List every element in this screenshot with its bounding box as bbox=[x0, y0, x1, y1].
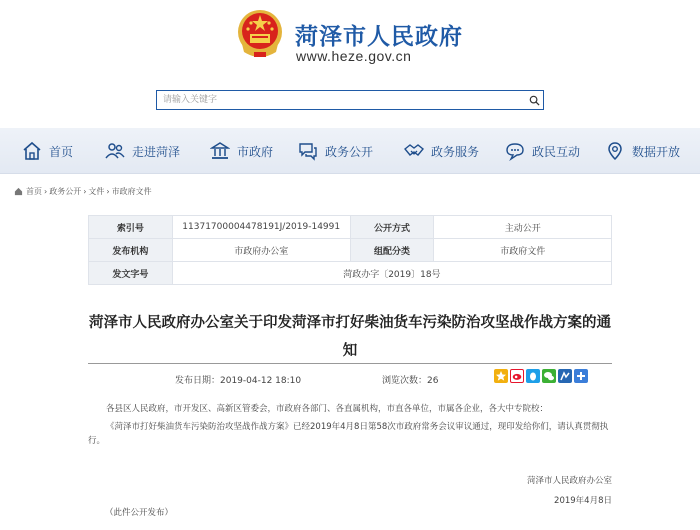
home-icon bbox=[14, 187, 23, 196]
meta-value: 市政府办公室 bbox=[172, 239, 350, 262]
breadcrumb-separator: › bbox=[44, 187, 48, 196]
renren-icon[interactable] bbox=[558, 369, 572, 383]
qq-penguin-icon bbox=[526, 369, 540, 383]
nav-item-home[interactable] bbox=[22, 140, 73, 162]
people-icon bbox=[105, 141, 125, 161]
table-row bbox=[89, 262, 612, 285]
nav-item-about[interactable] bbox=[105, 140, 180, 162]
nav-label: 市政府 bbox=[237, 144, 274, 159]
speech-bubble-icon bbox=[505, 141, 525, 161]
qzone-star-icon[interactable] bbox=[494, 369, 508, 383]
meta-value: 主动公开 bbox=[434, 216, 612, 239]
article-paragraph: 《菏泽市打好柴油货车污染防治攻坚战作战方案》已经2019年4月8日第58次市政府常务会议审议通过，现印发给你们，请认真贯彻执行。 bbox=[88, 422, 609, 446]
signature-org: 菏泽市人民政府办公室 bbox=[526, 476, 612, 486]
search-icon bbox=[529, 95, 540, 106]
main-nav bbox=[0, 128, 700, 174]
meta-label: 索引号 bbox=[89, 216, 173, 239]
nav-label: 政务公开 bbox=[325, 144, 374, 159]
nav-item-government[interactable] bbox=[210, 140, 273, 162]
wechat-icon[interactable] bbox=[542, 369, 556, 383]
chat-bubbles-icon bbox=[542, 369, 556, 383]
nav-item-gov-affairs[interactable] bbox=[298, 140, 373, 162]
meta-label: 公开方式 bbox=[350, 216, 434, 239]
article-title: 菏泽市人民政府办公室关于印发菏泽市打好柴油货车污染防治攻坚战作战方案的通知 bbox=[89, 315, 611, 359]
site-title: 菏泽市人民政府 bbox=[295, 24, 463, 50]
breadcrumb-item[interactable]: 市政府文件 bbox=[111, 187, 152, 196]
breadcrumb-item[interactable]: 政务公开 bbox=[49, 187, 82, 196]
nav-label: 政务服务 bbox=[431, 144, 480, 159]
breadcrumb-item[interactable]: 文件 bbox=[88, 187, 105, 196]
signature-block bbox=[527, 471, 612, 511]
nav-label: 政民互动 bbox=[532, 144, 581, 159]
meta-value: 市政府文件 bbox=[434, 239, 612, 262]
meta-label: 发文字号 bbox=[89, 262, 173, 285]
document-meta-table bbox=[88, 215, 612, 285]
meta-value: 菏政办字〔2019〕18号 bbox=[172, 262, 611, 285]
nav-item-services[interactable] bbox=[404, 140, 479, 162]
publish-date: 发布日期：2019-04-12 18:10 bbox=[175, 376, 302, 386]
national-emblem-icon bbox=[236, 8, 284, 60]
table-row bbox=[89, 239, 612, 262]
breadcrumb-separator: › bbox=[83, 187, 87, 196]
meta-label: 发布机构 bbox=[89, 239, 173, 262]
nav-item-interaction[interactable] bbox=[505, 140, 580, 162]
location-pin-icon bbox=[605, 141, 625, 161]
star-icon bbox=[494, 369, 508, 383]
meta-label: 组配分类 bbox=[350, 239, 434, 262]
breadcrumb-item[interactable]: 首页 bbox=[26, 187, 42, 196]
chat-icon bbox=[298, 141, 318, 161]
more-share-icon[interactable] bbox=[574, 369, 588, 383]
weibo-icon[interactable] bbox=[510, 369, 524, 383]
meta-value: 11371700004478191J/2019-14991 bbox=[172, 216, 350, 239]
table-row bbox=[89, 216, 612, 239]
plus-icon bbox=[574, 369, 588, 383]
home-icon bbox=[22, 141, 42, 161]
search-button[interactable] bbox=[525, 91, 543, 109]
search-input[interactable] bbox=[157, 91, 517, 109]
article-paragraph: 各县区人民政府，市开发区、高新区管委会，市政府各部门、各直属机构，市直各单位，市属各企业，各大中专院校： bbox=[106, 404, 549, 414]
weibo-eye-icon bbox=[511, 370, 523, 382]
signature-date: 2019年4月8日 bbox=[554, 496, 612, 506]
breadcrumb bbox=[14, 186, 154, 197]
search-box bbox=[156, 90, 544, 110]
handshake-icon bbox=[404, 141, 424, 161]
person-icon bbox=[558, 369, 572, 383]
nav-label: 首页 bbox=[49, 144, 74, 159]
publication-note: （此件公开发布） bbox=[105, 508, 174, 518]
nav-label: 数据开放 bbox=[632, 144, 681, 159]
view-count: 浏览次数：26 bbox=[382, 376, 439, 386]
nav-item-open-data[interactable] bbox=[605, 140, 680, 162]
site-header bbox=[0, 0, 700, 68]
site-url: www.heze.gov.cn bbox=[296, 48, 412, 64]
building-icon bbox=[210, 141, 230, 161]
divider bbox=[88, 363, 612, 364]
nav-label: 走进菏泽 bbox=[132, 144, 181, 159]
qq-icon[interactable] bbox=[526, 369, 540, 383]
breadcrumb-separator: › bbox=[106, 187, 110, 196]
share-bar bbox=[494, 369, 590, 383]
